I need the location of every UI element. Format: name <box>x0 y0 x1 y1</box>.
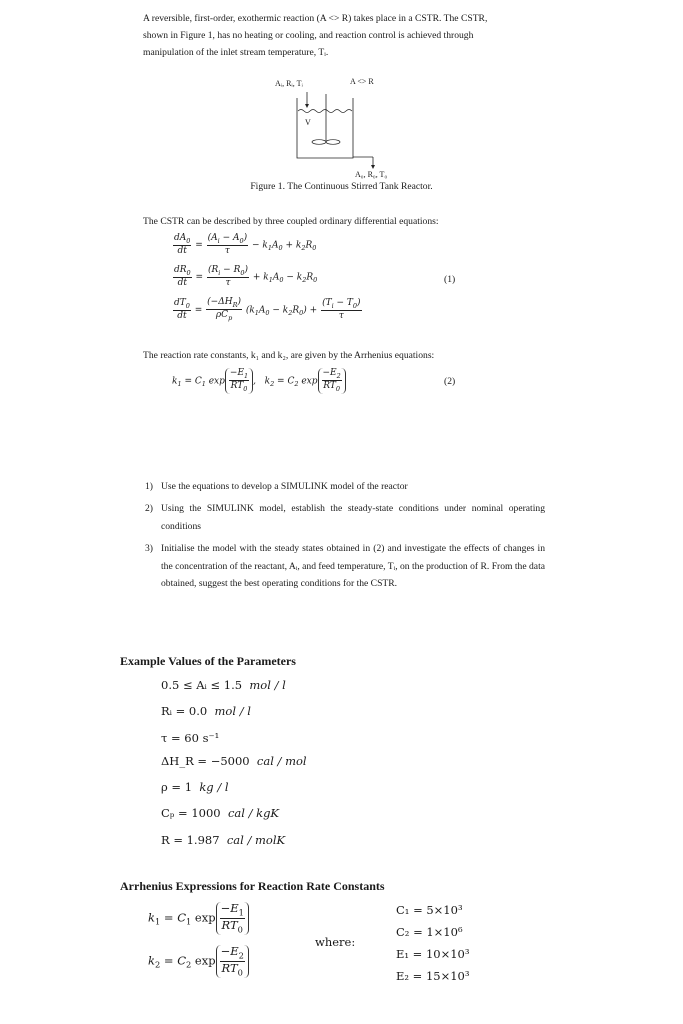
where-label: where: <box>315 935 356 949</box>
constant-C1: C₁ = 5×10³ <box>396 903 463 917</box>
task-item-1 <box>145 478 545 496</box>
param-row-R <box>161 833 285 847</box>
equation-k1: $k_1 = C_1$ exp $\frac{-E_1}{RT_0}$ <box>148 902 249 935</box>
constant-E1: E₁ = 10×10³ <box>396 947 470 961</box>
equation-dR0: $\frac{dR_0}{dt}$ = $\frac{(R_i - R_0)}{\tau}$ + $k_1A_0 - k_2R_0$ <box>174 265 318 289</box>
param-row-Ri <box>161 704 251 718</box>
constant-E2: E₂ = 15×10³ <box>396 969 470 983</box>
reaction-label: A <> R <box>350 77 374 86</box>
param-unit: cal / kgK <box>227 806 280 820</box>
task-number-3: 3) <box>145 543 153 554</box>
equation-dT0: $\frac{dT_0}{dt}$ = $\frac{(-\Delta H_R)}{\rho C_p}$ $(k_1A_0 - k_2R_0)$ + $\frac{(T_i - T_0)}{\tau}$ <box>174 297 361 323</box>
task-item-2 <box>145 500 545 535</box>
param-unit: cal / mol <box>256 754 307 768</box>
liquid-surface <box>298 110 352 113</box>
param-value: Rᵢ = 0.0 <box>161 704 208 718</box>
task-text-1: Use the equations to develop a SIMULINK model of the reactor <box>161 481 408 492</box>
outlet-arrow <box>371 165 375 169</box>
figure-caption: Figure 1. The Continuous Stirred Tank Reactor. <box>250 181 433 192</box>
equation-k2: $k_2 = C_2$ exp $\frac{-E_2}{RT_0}$ <box>148 945 249 978</box>
task-item-3 <box>145 540 545 593</box>
parameters-heading: Example Values of the Parameters <box>120 654 296 668</box>
inlet-label: Aᵢ, Rᵢ, Tᵢ <box>275 79 303 88</box>
param-row-Ai <box>161 678 286 692</box>
param-value: ρ = 1 <box>161 780 193 794</box>
ode-intro: The CSTR can be described by three coupled ordinary differential equations: <box>143 216 439 227</box>
outlet-label: A₀, R₀, T₀ <box>355 170 388 179</box>
param-unit: mol / l <box>249 678 286 692</box>
task-text-2: Using the SIMULINK model, establish the steady-state conditions under nominal operating conditions <box>161 503 545 532</box>
tank-wall <box>297 98 353 158</box>
intro-line-2: shown in Figure 1, has no heating or cooling, and reaction control is achieved through <box>143 30 474 41</box>
task-text-3: Initialise the model with the steady states obtained in (2) and investigate the effects of changes in the concentration of the reactant, Aᵢ, and feed temperature, Tᵢ, on the production of R. From the data obtained, suggest the best operating conditions for the CSTR. <box>161 543 545 589</box>
equation-arrhenius-inline: $k_1 = C_1$ exp $\frac{-E_1}{RT_0}$ , $k_2 = C_2$ exp $\frac{-E_2}{RT_0}$ <box>172 368 346 394</box>
volume-label: V <box>305 118 311 127</box>
arrhenius-intro: The reaction rate constants, k₁ and k₂, are given by the Arrhenius equations: <box>143 350 435 361</box>
stirrer-blade-right <box>326 140 340 145</box>
arrhenius-heading: Arrhenius Expressions for Reaction Rate Constants <box>120 879 385 893</box>
intro-line-3: manipulation of the inlet stream temperature, Tᵢ. <box>143 47 329 58</box>
equation-number-2: (2) <box>444 376 456 387</box>
constant-C2: C₂ = 1×10⁶ <box>396 925 463 939</box>
param-value: τ = 60 s⁻¹ <box>161 731 220 745</box>
equation-number-1: (1) <box>444 274 456 285</box>
stirrer-blade-left <box>312 140 326 145</box>
param-row-Cp <box>161 806 279 820</box>
param-value: R = 1.987 <box>161 833 220 847</box>
param-unit: cal / molK <box>226 833 286 847</box>
param-value: 0.5 ≤ Aᵢ ≤ 1.5 <box>161 678 243 692</box>
param-unit: kg / l <box>199 780 229 794</box>
task-number-1: 1) <box>145 481 153 492</box>
inlet-arrow <box>305 104 309 108</box>
intro-line-1: A reversible, first-order, exothermic reaction (A <> R) takes place in a CSTR. The CSTR, <box>143 13 488 24</box>
param-value: ΔH_R = −5000 <box>161 754 250 768</box>
param-row-rho <box>161 780 229 794</box>
cstr-diagram <box>0 0 683 200</box>
param-unit: mol / l <box>214 704 251 718</box>
equation-dA0: $\frac{dA_0}{dt}$ = $\frac{(A_i - A_0)}{\tau}$ − $k_1A_0 + k_2R_0$ <box>174 233 317 257</box>
param-row-dHr <box>161 754 307 768</box>
param-row-tau <box>161 731 223 745</box>
task-number-2: 2) <box>145 503 153 514</box>
param-value: Cₚ = 1000 <box>161 806 221 820</box>
